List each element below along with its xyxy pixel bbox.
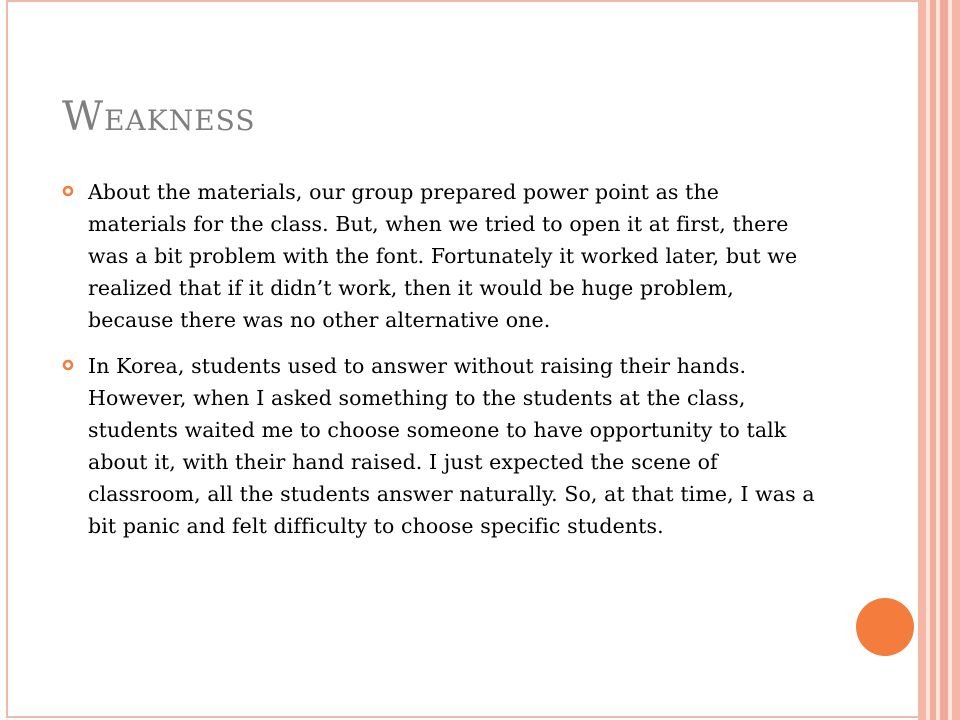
stripe (952, 0, 960, 720)
bullet-item (62, 350, 822, 542)
bullet-item (62, 176, 822, 336)
orange-circle-decoration (856, 598, 914, 656)
bullet-text: About the materials, our group prepared power point as the materials for the class. But, when we tried to open it at first, there was a bit problem with the font. Fortunately it worked later, but we realized that if it didn’t work, then it would be huge problem, because there was no other alternative one. (88, 180, 798, 332)
slide-title (62, 94, 256, 140)
stripe (918, 0, 926, 720)
slide-title-text: Weakness (62, 94, 256, 140)
decorative-stripes (918, 0, 960, 720)
bullet-ring-icon (62, 359, 74, 371)
bullet-ring-icon (62, 185, 74, 197)
bullet-text: In Korea, students used to answer without raising their hands. However, when I asked something to the students at the class, students waited me to choose someone to have opportunity to talk about it, with their hand raised. I just expected the scene of classroom, all the students answer naturally. So, at that time, I was a bit panic and felt difficulty to choose specific students. (88, 354, 815, 538)
stripe (940, 0, 948, 720)
bullet-list (62, 176, 822, 556)
